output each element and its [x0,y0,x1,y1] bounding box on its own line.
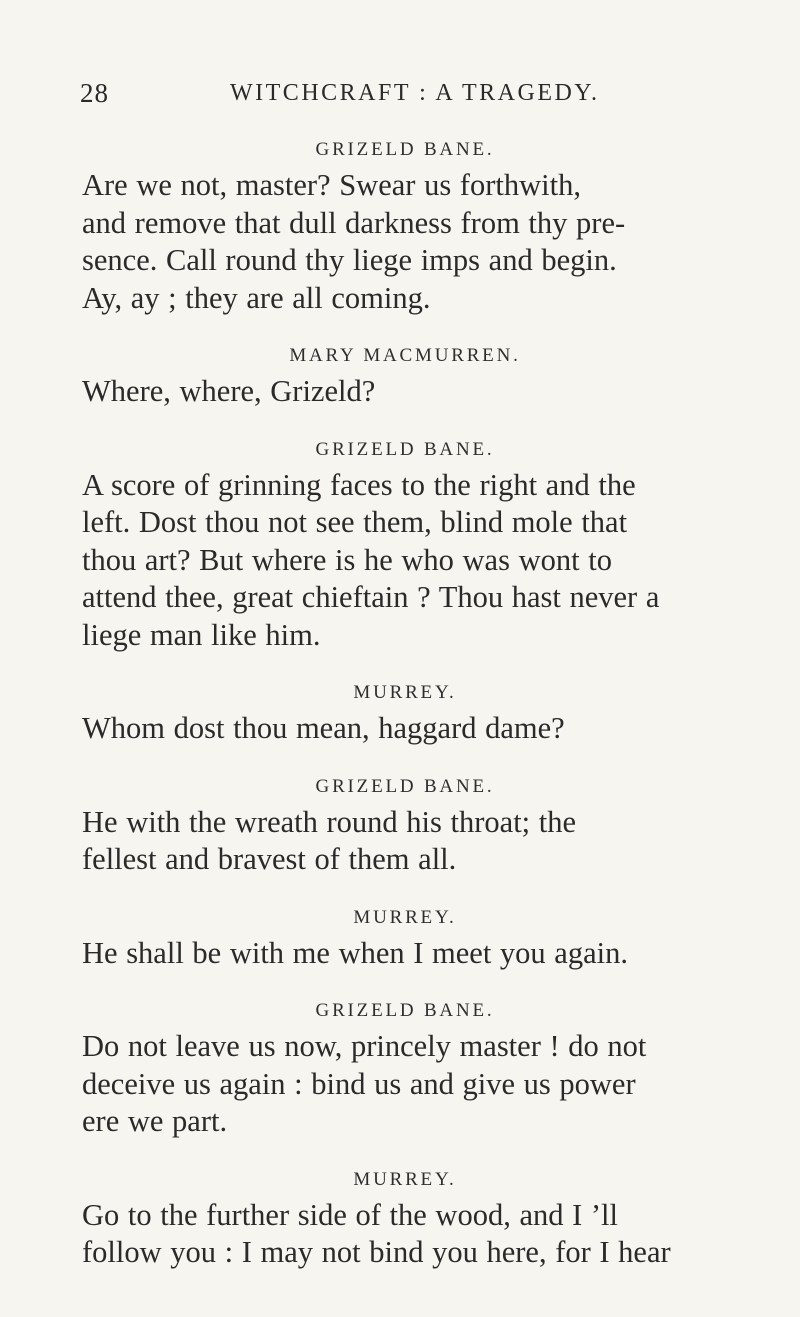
speech-line: deceive us again : bind us and give us power [82,1066,636,1101]
speech-line: Do not leave us now, princely master ! do not [82,1029,647,1063]
speech-line: fellest and bravest of them all. [82,842,457,876]
speech-line: Are we not, master? Swear us forthwith, [82,168,581,202]
speech-line: Ay, ay ; they are all coming. [82,280,431,315]
speech-block [82,1028,728,1141]
speech-line: liege man like him. [82,617,321,652]
speech-line: left. Dost thou not see them, blind mole that [82,505,628,539]
speaker-name: GRIZELD BANE. [315,139,495,160]
speaker-name: GRIZELD BANE. [315,775,495,797]
speech-line: ere we part. [82,1104,228,1138]
speech-line: Whom dost thou mean, haggard dame? [82,711,565,745]
speech-line: He with the wreath round his throat; the [82,804,577,839]
speaker-name: MURREY. [353,1168,457,1190]
speech-block [82,1197,728,1272]
speech-block [82,373,728,411]
speaker-name: MURREY. [353,906,457,928]
speech-block [82,467,728,655]
play-text [82,137,728,1298]
speech-block [82,167,728,317]
running-head [80,78,720,118]
speech-line: Go to the further side of the wood, and I ’ll [82,1197,618,1232]
speech-line: follow you : I may not bind you here, for I hear [82,1235,671,1269]
speaker-name: GRIZELD BANE. [315,438,495,460]
speech-line: and remove that dull darkness from thy pre- [82,205,626,240]
speech-block [82,935,728,973]
running-title: WITCHCRAFT : A TRAGEDY. [230,80,600,106]
speech-line: A score of grinning faces to the right and the [82,467,636,502]
speaker-name: GRIZELD BANE. [315,1000,495,1021]
speech-block [82,804,728,879]
speech-line: Where, where, Grizeld? [82,374,376,408]
speech-block [82,710,728,748]
speech-line: attend thee, great chieftain ? Thou hast never a [82,580,660,614]
speech-line: He shall be with me when I meet you again. [82,935,628,970]
speaker-name: MURREY. [353,682,457,703]
page-number: 28 [80,78,109,108]
speech-line: thou art? But where is he who was wont to [82,542,612,577]
speaker-name: MARY MACMURREN. [289,345,521,366]
speech-line: sence. Call round thy liege imps and begin. [82,243,617,277]
